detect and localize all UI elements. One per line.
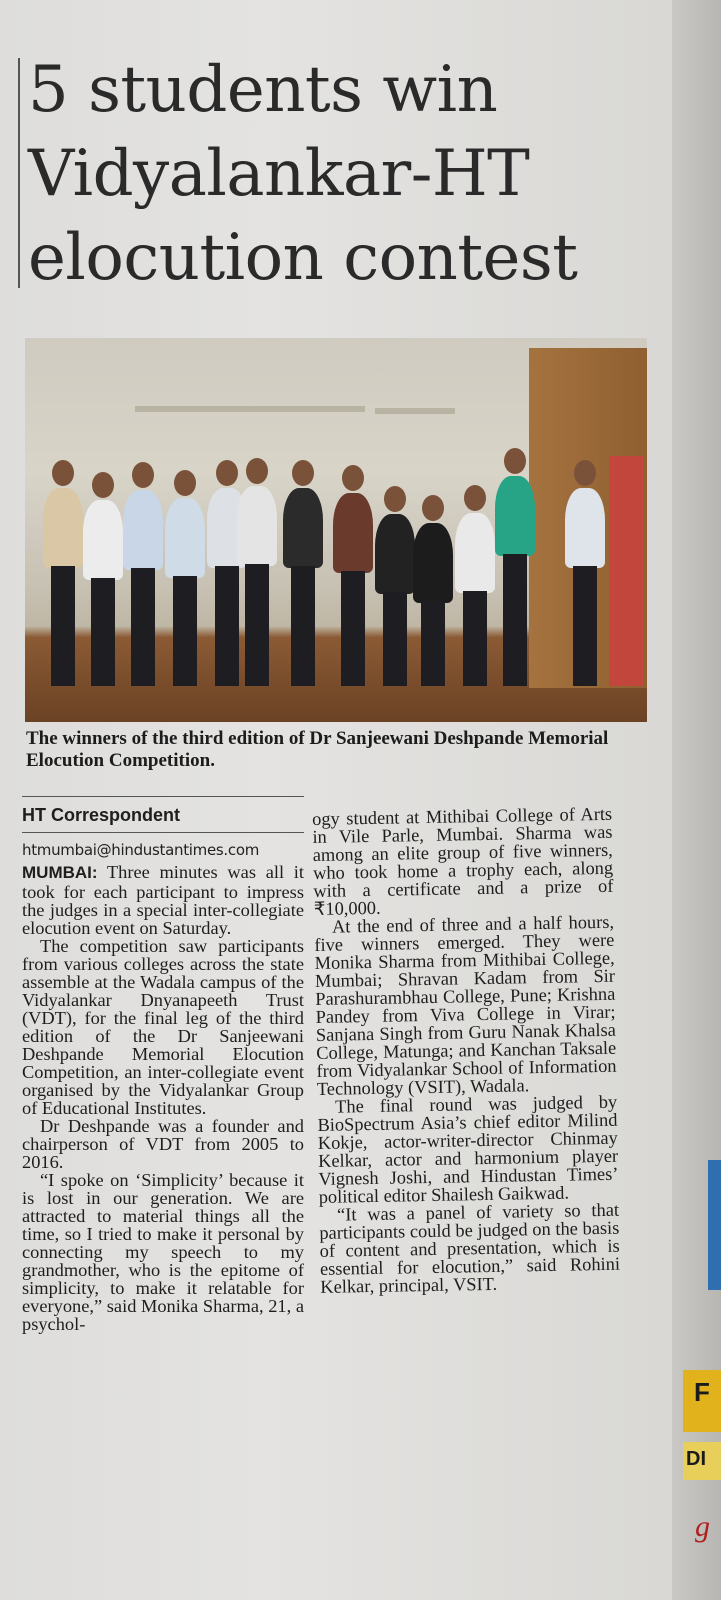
photo-person-legs-6 bbox=[245, 564, 269, 686]
paragraph-1 bbox=[22, 863, 304, 937]
photo-person-legs-5 bbox=[215, 566, 239, 686]
headline-rule bbox=[18, 58, 20, 288]
winners-group-photo bbox=[25, 338, 647, 722]
adjacent-letter-f: F bbox=[694, 1377, 710, 1407]
paragraph-6: At the end of three and a half hours, five winners emerged. They were Monika Sharma from Mithibai College, Mumbai; Shravan Kadam from Sir Parashurambhau College, Pune; Krishna Pandey from Viva College in Virar; Sanjana Singh from Guru Nanak Khalsa College, Matunga; and Kanchan Taksale from Vidyalankar School of Information Technology (VSIT), Wadala. bbox=[314, 911, 617, 1099]
photo-person-12 bbox=[495, 476, 535, 556]
photo-person-head-5 bbox=[216, 460, 238, 486]
photo-person-legs-2 bbox=[91, 578, 115, 686]
photo-person-11 bbox=[455, 513, 495, 593]
photo-person-head-3 bbox=[132, 462, 154, 488]
photo-person-legs-4 bbox=[173, 576, 197, 686]
photo-person-1 bbox=[43, 488, 83, 568]
photo-wall-lettering bbox=[135, 406, 365, 412]
photo-person-3 bbox=[123, 490, 163, 570]
photo-person-10 bbox=[413, 523, 453, 603]
photo-person-7 bbox=[283, 488, 323, 568]
correspondent-email: htmumbai@hindustantimes.com bbox=[22, 841, 260, 859]
paragraph-5: ogy student at Mithibai College of Arts in Vile Parle, Mumbai. Sharma was among an elite group of five winners, who took home a trophy each, along with a certificate and a prize of ₹10,000. bbox=[311, 803, 614, 919]
photo-person-2 bbox=[83, 500, 123, 580]
photo-person-4 bbox=[165, 498, 205, 578]
byline: HT Correspondent bbox=[22, 805, 181, 825]
photo-wall-lettering-2 bbox=[375, 408, 455, 414]
photo-person-legs-8 bbox=[341, 571, 365, 686]
photo-person-head-8 bbox=[342, 465, 364, 491]
photo-person-head-4 bbox=[174, 470, 196, 496]
adjacent-letter-g: g bbox=[695, 1510, 710, 1543]
headline: 5 students win Vidyalankar-HT elocution contest bbox=[28, 53, 578, 295]
paragraph-1-text: Three minutes was all it took for each participant to impress the judges in a special inter-collegiate elocution event on Saturday. bbox=[22, 862, 304, 938]
byline-bottom-rule bbox=[22, 832, 304, 833]
paragraph-4: “I spoke on ‘Simplicity’ because it is lost in our generation. We are attracted to material things all the time, so I tried to make it personal by connecting my speech to my grandmother, who is the epitome of simplicity, to make it relatable for everyone,” said Monika Sharma, 21, a psychol- bbox=[22, 1170, 304, 1334]
article-column-1 bbox=[22, 796, 304, 1333]
adjacent-letter-di: DI bbox=[686, 1448, 706, 1470]
article-column-2 bbox=[312, 805, 620, 1296]
photo-caption: The winners of the third edition of Dr Sanjeewani Deshpande Memorial Elocution Competition. bbox=[26, 728, 609, 771]
photo-person-13 bbox=[565, 488, 605, 568]
photo-person-6 bbox=[237, 486, 277, 566]
paragraph-3: Dr Deshpande was a founder and chairperson of VDT from 2005 to 2016. bbox=[22, 1116, 304, 1172]
photo-person-legs-7 bbox=[291, 566, 315, 686]
photo-person-legs-3 bbox=[131, 568, 155, 686]
photo-person-9 bbox=[375, 514, 415, 594]
photo-person-legs-13 bbox=[573, 566, 597, 686]
adjacent-page-edge bbox=[672, 0, 721, 1600]
photo-person-head-9 bbox=[384, 486, 406, 512]
photo-red-banner bbox=[609, 456, 643, 686]
photo-person-legs-10 bbox=[421, 601, 445, 686]
paragraph-8: “It was a panel of variety so that participants could be judged on the basis of content and presentation, which is essential for elocution,” said Rohini Kelkar, principal, VSIT. bbox=[319, 1199, 621, 1297]
photo-person-head-6 bbox=[246, 458, 268, 484]
photo-person-head-10 bbox=[422, 495, 444, 521]
photo-person-head-11 bbox=[464, 485, 486, 511]
photo-person-head-2 bbox=[92, 472, 114, 498]
photo-person-head-12 bbox=[504, 448, 526, 474]
photo-person-8 bbox=[333, 493, 373, 573]
paragraph-2: The competition saw participants from various colleges across the state assemble at the Wadala campus of the Vidyalankar Dnyanapeeth Trust (VDT), for the final leg of the third edition of the Dr Sanjeewani Deshpande Memorial Elocution Competition, an inter-collegiate event organised by the Vidyalankar Group of Educational Institutes. bbox=[22, 936, 304, 1118]
photo-person-legs-12 bbox=[503, 554, 527, 686]
photo-person-head-1 bbox=[52, 460, 74, 486]
photo-person-head-13 bbox=[574, 460, 596, 486]
dateline: MUMBAI: bbox=[22, 863, 98, 882]
photo-person-legs-9 bbox=[383, 592, 407, 686]
photo-person-head-7 bbox=[292, 460, 314, 486]
adjacent-blue-block bbox=[708, 1160, 721, 1290]
paragraph-7: The final round was judged by BioSpectrum Asia’s chief editor Milind Kokje, actor-writer-director Chinmay Kelkar, actor and harmonium player Vignesh Joshi, and Hindustan Times’ political editor Shailesh Gaikwad. bbox=[317, 1091, 619, 1207]
photo-person-legs-11 bbox=[463, 591, 487, 686]
photo-person-legs-1 bbox=[51, 566, 75, 686]
